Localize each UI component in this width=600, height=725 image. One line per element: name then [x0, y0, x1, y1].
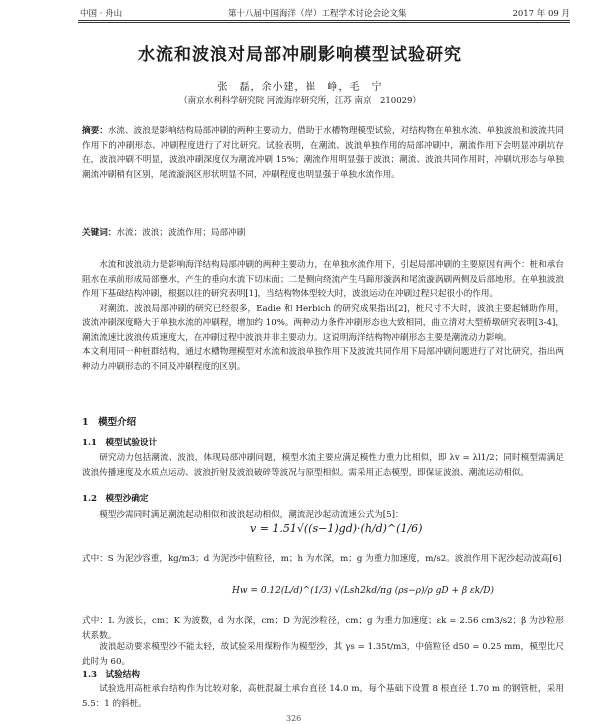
definitions-paragraph-1: 式中：S 为泥沙容重，kg/m3；d 为泥沙中值粒径，m；h 为水深，m；g 为重力加速度，m/s2。波浪作用下泥沙起动波高[6]	[82, 554, 562, 564]
equation-2-definitions	[82, 614, 564, 643]
introduction	[82, 258, 564, 374]
section-1-1-heading: 1.1 模型试验设计	[82, 438, 158, 448]
abstract	[82, 124, 564, 182]
model-sand-text	[82, 640, 564, 669]
keywords-label: 关键词：	[82, 228, 117, 238]
section-1-1-paragraph: 研究动力包括潮流、波浪，体现局部冲刷问题，模型水流主要应满足模性力重力比相似，即 λv = λl1/2；同时模型需满足波浪传播速度及水质点运动、波浪折射及波浪破碎等波况与原型相似。需采用正态模型，即保证波浪、潮流运动相似。	[82, 453, 564, 478]
keywords-text: 水流；波浪；波流作用；局部冲刷	[116, 228, 246, 238]
abstract-label: 摘要：	[82, 126, 108, 136]
equation-incipient-velocity: v = 1.51√((s−1)gd)·(h/d)^(1/6)	[250, 522, 423, 535]
header-rule	[78, 20, 570, 21]
section-1-3-heading: 1.3 试验结构	[82, 670, 140, 680]
section-1-heading: 1 模型介绍	[82, 417, 137, 428]
paper-title: 水流和波浪对局部冲刷影响模型试验研究	[138, 45, 462, 65]
header-proceedings: 第十八届中国海洋（岸）工程学术讨论会论文集	[228, 9, 407, 19]
header-date: 2017 年 09 月	[512, 9, 570, 19]
header-rule-thin	[78, 22, 570, 23]
header-location: 中国 · 舟山	[80, 9, 123, 19]
model-sand-paragraph: 波浪起动要求模型沙不能太轻，故试验采用煤粉作为模型沙，其 γs = 1.35t/m3，中值粒径 d50 = 0.25 mm，模型比尺此时为 60。	[82, 642, 564, 667]
equation-1-definitions	[82, 552, 564, 567]
intro-paragraph-1: 水流和波浪动力是影响海洋结构局部冲刷的两种主要动力，在单独水流作用下，引起局部冲刷的主要原因有两个：桩和承台阻水在承前形成局部壅水，产生的垂向水流下切床面；二是侧向绕流产生马蹄形漩涡和尾流漩涡刷两侧及后部地形。在单独波浪作用下基础结构冲刷，根据以往的研究表明[1]，当结构物体型较大时，波浪运动在冲刷过程只起很小的作用。	[82, 260, 564, 299]
page-number: 326	[286, 714, 302, 723]
section-1-1-text	[82, 451, 564, 480]
section-1-3-text	[82, 682, 564, 711]
section-1-3-paragraph: 试验选用高桩承台结构作为比较对象，高桩混凝土承台直径 14.0 m，每个基础下设置 8 根直径 1.70 m 的钢管桩，采用 5.5：1 的斜桩。	[82, 684, 564, 709]
equation-wave-height: Hw = 0.12(L/d)^(1/3) √(Lsh2kd/πg (ρs−ρ)/ρ gD + β εk/D)	[232, 586, 494, 596]
paper-affiliation: （南京水利科学研究院 河流海岸研究所，江苏 南京 210029）	[179, 96, 421, 106]
intro-paragraph-3: 本文利用同一种桩群结构，通过水槽物理模型对水流和波浪单独作用下及波流共同作用下局部冲刷问题进行了对比研究，指出两种动力冲刷形态的不同及冲刷程度的区别。	[82, 347, 564, 372]
running-header	[80, 6, 570, 20]
section-1-2-heading: 1.2 模型沙确定	[82, 494, 149, 504]
section-1-2-paragraph: 模型沙需同时满足潮流起动相似和波浪起动相似，潮流泥沙起动流速公式为[5]：	[99, 510, 404, 520]
keywords	[82, 226, 564, 241]
definitions-paragraph-2: 式中：L 为波长，cm；K 为波数，d 为水深，cm；D 为泥沙粒径，cm；g 为重力加速度；εk = 2.56 cm3/s2；β 为沙粒形状系数。	[82, 616, 564, 641]
intro-paragraph-2: 对潮流、波浪局部冲刷的研究已经很多，Eadie 和 Herbich 的研究成果指出[2]，桩尺寸不大时，波浪主要起辅助作用，波流冲刷深度略大于单独水流的冲刷程，增加约 10%。两种动力条件冲刷形态也大致相同，曲立清对大型桥墩研究表明[3-4]，潮流流速比波浪传质速度大，在冲刷过程中波浪并非主要动力。这说明海洋结构物冲刷形态主要是潮流动力影响。	[82, 303, 564, 343]
abstract-text: 水流、波浪是影响结构局部冲刷的两种主要动力，借助于水槽物理模型试验，对结构物在单独水流、单独波浪和波流共同作用下的冲刷形态、冲刷程度进行了对比研究。试验表明，在潮流、波浪单独作用的局部冲刷中，潮流作用下会明显冲刷坑存在，波浪冲刷不明显，波浪冲刷深度仅为潮流冲刷 15%；潮流作用明显强于波浪；潮流、波浪共同作用时，冲刷坑形态与单独潮流冲刷稍有区别，尾流漩涡区形状明显不同，冲刷程度也明显强于单独水流作用。	[82, 126, 564, 180]
paper-authors: 张 磊，余小建，崔 峥，毛 宁	[217, 82, 383, 93]
section-1-2-text	[82, 508, 564, 523]
